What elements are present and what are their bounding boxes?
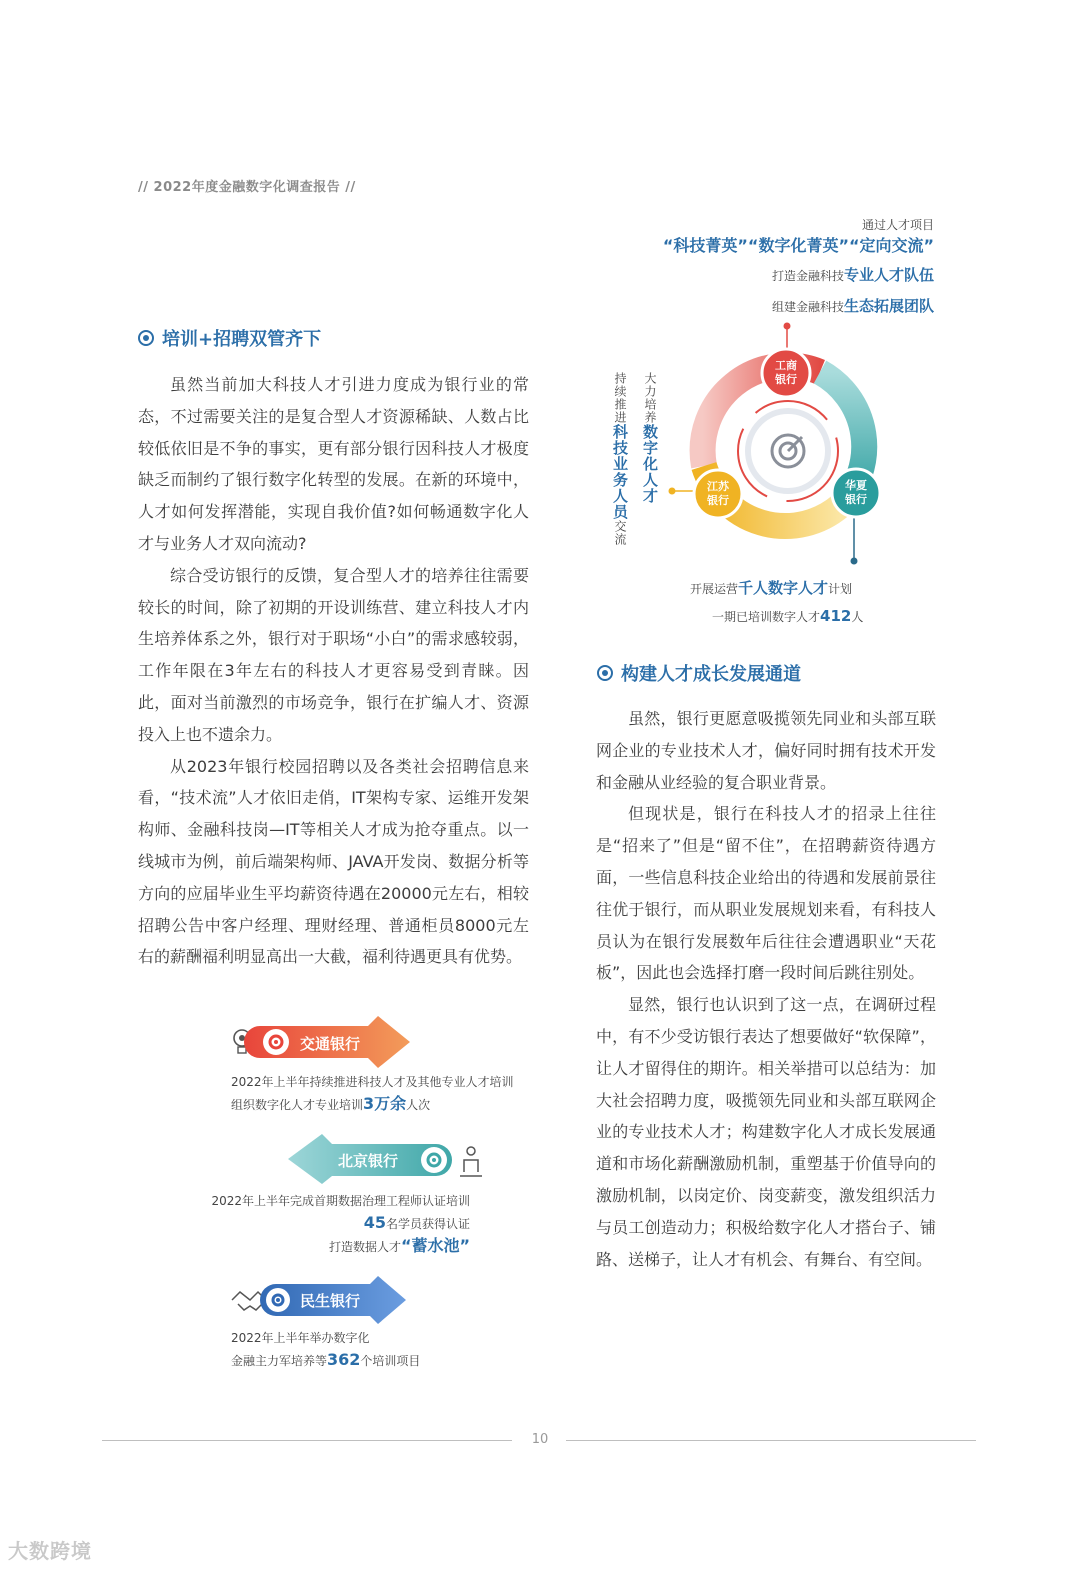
- beijing-num: 45: [363, 1213, 386, 1232]
- diagram-bottom-line1: [690, 577, 852, 598]
- footer-line-right: [566, 1440, 976, 1441]
- minsheng-line1: 2022年上半年举办数字化: [231, 1331, 370, 1345]
- diagram-top-line3: [772, 295, 934, 316]
- left-body: [138, 369, 529, 973]
- beijing-caption: [200, 1191, 470, 1258]
- minsheng-line2-post: 个培训项目: [360, 1354, 421, 1368]
- beijing-line3-pre: 打造数据人才: [328, 1240, 401, 1254]
- bullet-circle-icon: [138, 330, 154, 346]
- jiaotong-caption: [231, 1072, 514, 1116]
- minsheng-caption: [231, 1328, 420, 1372]
- diagram-top-line3-pre: 组建金融科技: [771, 300, 844, 314]
- left-section-title-text: 培训+招聘双管齐下: [162, 329, 322, 350]
- icbc-node-label: 工商银行: [775, 359, 797, 386]
- left-section-title: [138, 325, 321, 351]
- bottom1-pre: 开展运营: [690, 582, 739, 596]
- jiaotong-line2-pre: 组织数字化人才专业培训: [231, 1098, 364, 1112]
- jiaotong-line2-post: 人次: [406, 1098, 431, 1112]
- jiaotong-line2: [231, 1093, 514, 1116]
- diagram-bottom-line2: [712, 607, 863, 625]
- right-paragraph: 但现状是，银行在科技人才的招录上往往是“招来了”但是“留不住”，在招聘薪资待遇方面，一些信息科技企业给出的待遇和发展前景往往优于银行，而从职业发展规划来看，有科技人员认为在银行发展数年后往往会遭遇职业“天花板”，因此也会选择打磨一段时间后跳往别处。: [596, 804, 936, 983]
- diagram-top-small: 通过人才项目: [861, 218, 934, 232]
- vertical-right-text: [640, 372, 661, 504]
- footer-line-left: [102, 1440, 512, 1441]
- right-paragraph: 虽然，银行更愿意吸揽领先同业和头部互联网企业的专业技术人才，偏好同时拥有技术开发和金融从业经验的复合职业背景。: [596, 709, 936, 792]
- jiaotong-name: 交通银行: [300, 1035, 361, 1053]
- report-header: // 2022年度金融数字化调查报告 //: [138, 180, 356, 195]
- vert-left-pre: 持续推进: [613, 372, 627, 424]
- page-number: 10: [531, 1432, 549, 1447]
- left-paragraph: 综合受访银行的反馈，复合型人才的培养往往需要较长的时间，除了初期的开设训练营、建立科技人才内生培养体系之外，银行对于职场“小白”的需求感较弱，工作年限在3年左右的科技人才更容易受到青睐。因此，面对当前激烈的市场竞争，银行在扩编人才、资源投入上也不遗余力。: [138, 565, 529, 744]
- watermark: 大数跨境: [8, 1539, 92, 1563]
- bottom2-num: 412: [820, 607, 852, 625]
- vertical-left-text: [610, 372, 631, 546]
- bottom1-post: 计划: [828, 582, 853, 596]
- beijing-line3: [200, 1235, 470, 1258]
- diagram-top-line2-pre: 打造金融科技: [771, 269, 844, 283]
- beijing-line3-hl: “蓄水池”: [400, 1236, 470, 1255]
- diagram-top-projects: “科技菁英”“数字化菁英”“定向交流”: [662, 236, 934, 255]
- diagram-top-line3-hl: 生态拓展团队: [843, 297, 934, 315]
- beijing-line1: 2022年上半年完成首期数据治理工程师认证培训: [211, 1194, 470, 1208]
- right-section-title: [597, 660, 801, 686]
- vert-left-post: 交流: [613, 520, 627, 546]
- diagram-top-line2-hl: 专业人才队伍: [843, 266, 934, 284]
- left-paragraph: 虽然当前加大科技人才引进力度成为银行业的常态，不过需要关注的是复合型人才资源稀缺、人数占比较低依旧是不争的事实，更有部分银行因科技人才极度缺乏而制约了银行数字化转型的发展。在新的环境中，人才如何发挥潜能，实现自我价值?如何畅通数字化人才与业务人才双向流动?: [138, 375, 529, 553]
- bottom1-hl: 千人数字人才: [738, 579, 829, 597]
- diagram-top-line2: [772, 264, 934, 285]
- beijing-line2: [200, 1212, 470, 1235]
- minsheng-num: 362: [327, 1350, 361, 1369]
- talent-ring-diagram: [660, 316, 900, 576]
- right-paragraph: 显然，银行也认识到了这一点，在调研过程中，有不少受访银行表达了想要做好“软保障”，让人才留得住的期许。相关举措可以总结为：加大社会招聘力度，吸揽领先同业和头部互联网企业的专业技术人才；构建数字化人才成长发展通道和市场化薪酬激励机制，重塑基于价值导向的激励机制，以岗定价、岗变薪变，激发组织活力与员工创造动力；积极给数字化人才搭台子、铺路、送梯子，让人才有机会、有舞台、有空间。: [596, 995, 936, 1269]
- vert-right-hl: 数字化人才: [641, 424, 659, 504]
- minsheng-line2-pre: 金融主力军培养等: [231, 1354, 328, 1368]
- vert-right-pre: 大力培养: [643, 372, 657, 424]
- minsheng-name: 民生银行: [300, 1292, 361, 1310]
- left-paragraph: 从2023年银行校园招聘以及各类社会招聘信息来看，“技术流”人才依旧走俏，IT架构专家、运维开发架构师、金融科技岗—IT等相关人才成为抢夺重点。以一线城市为例，前后端架构师、JAVA开发岗、数据分析等方向的应届毕业生平均薪资待遇在20000元左右，相较招聘公告中客户经理、理财经理、普通柜员8000元左右的薪酬福利明显高出一大截，福利待遇更具有优势。: [138, 756, 529, 967]
- minsheng-line2: [231, 1349, 420, 1372]
- vert-left-hl: 科技业务人员: [611, 424, 629, 520]
- bottom2-post: 人: [851, 610, 864, 624]
- bullet-circle-icon: [597, 665, 613, 681]
- jiangsu-node-label: 江苏银行: [707, 480, 729, 507]
- jiaotong-line1: 2022年上半年持续推进科技人才及其他专业人才培训: [231, 1075, 514, 1089]
- huaxia-node-label: 华夏银行: [845, 479, 867, 506]
- right-section-title-text: 构建人才成长发展通道: [621, 664, 801, 685]
- right-body: [596, 703, 936, 1275]
- beijing-name: 北京银行: [338, 1152, 399, 1170]
- person-podium-icon: [460, 1147, 482, 1176]
- bottom2-pre: 一期已培训数字人才: [712, 610, 821, 624]
- jiaotong-num: 3万余: [363, 1094, 407, 1113]
- beijing-line2-post: 名学员获得认证: [385, 1217, 470, 1231]
